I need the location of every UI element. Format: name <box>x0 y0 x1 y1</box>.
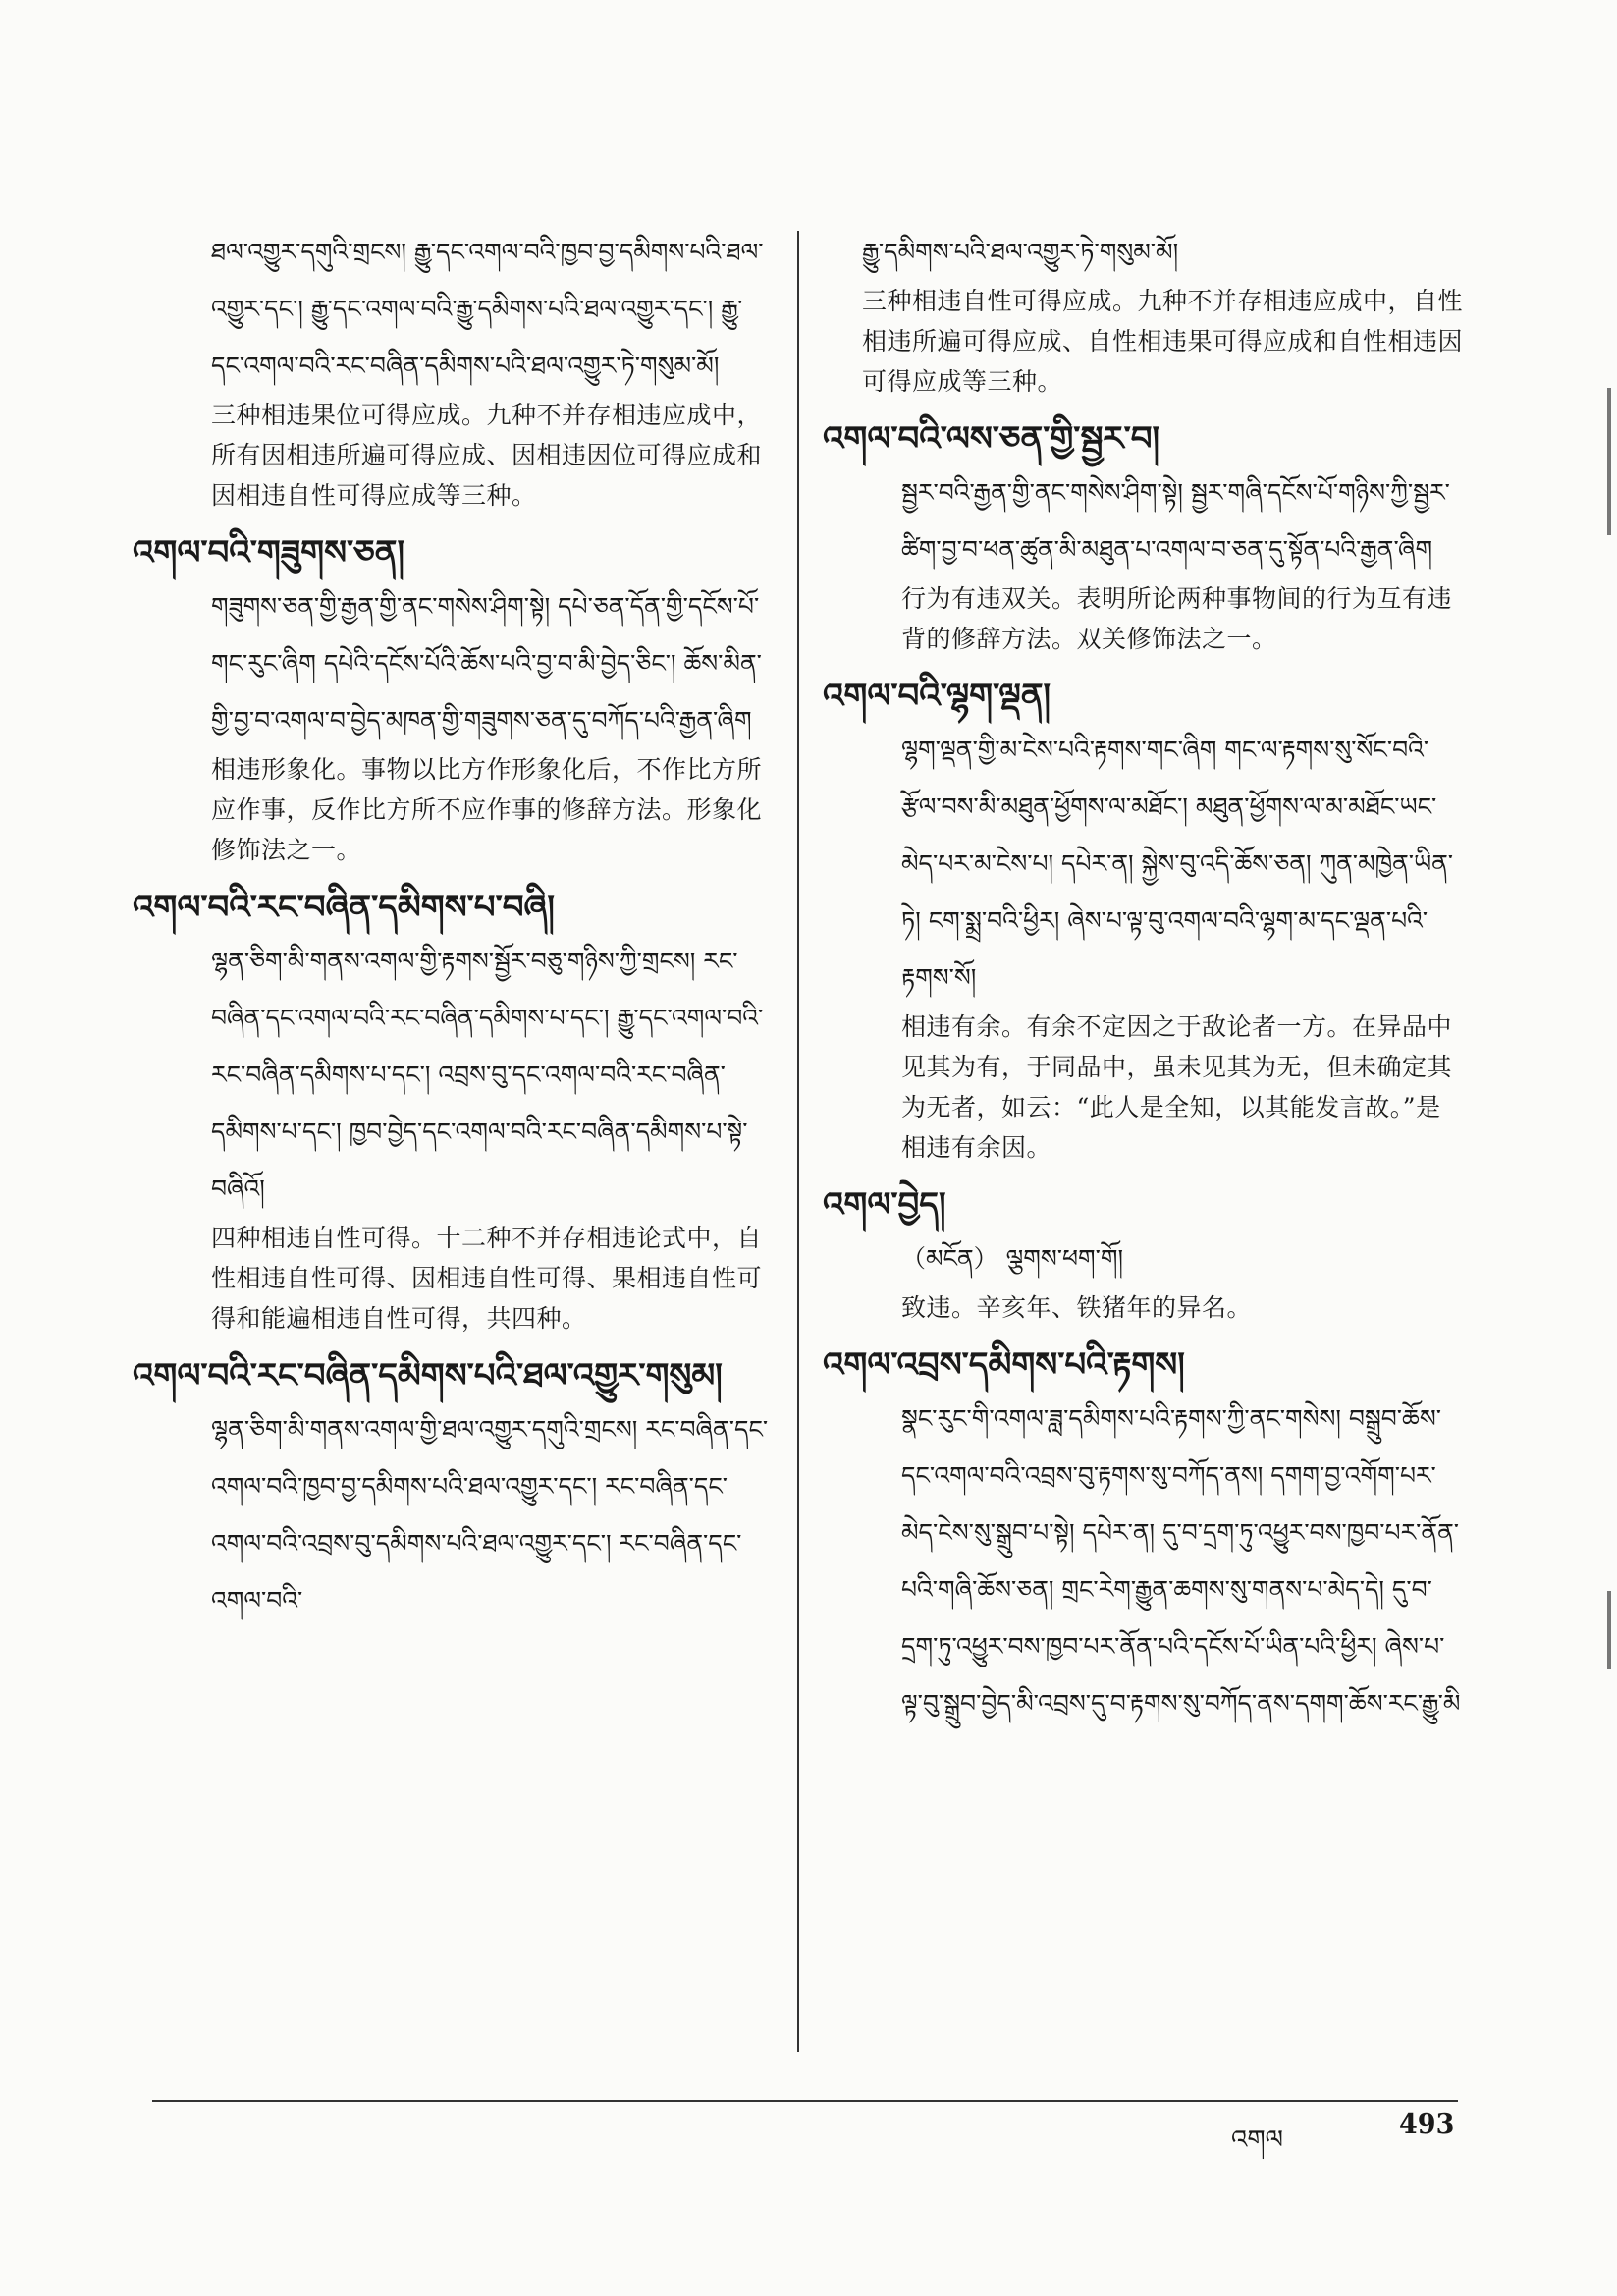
right-column <box>823 224 1463 1744</box>
margin-scan-mark <box>1607 388 1611 535</box>
dictionary-entry <box>823 413 1463 659</box>
margin-scan-mark <box>1607 1591 1611 1669</box>
dictionary-entry <box>133 882 771 1339</box>
entry-chinese: 相违有余。有余不定因之于敌论者一方。在异品中见其为有，于同品中，虽未见其为无，但未确定其为无者，如云：“此人是全知，以其能发言故。”是相违有余因。 <box>901 1012 1453 1162</box>
dictionary-entry <box>133 527 771 870</box>
entry-tibetan: གཟུགས་ཅན་གྱི་རྒྱན་གྱི་ནང་གསེས་ཤིག་སྟེ། དཔེ་ཅན་དོན་གྱི་དངོས་པོ་གང་རུང་ཞིག དཔེའི་དངོས་པོའི་ཆོས་པའི་བྱ་བ་མི་བྱེད་ཅིང་། ཆོས་མིན་གྱི་བྱ་བ་འགལ་བ་བྱེད་མཁན་གྱི་གཟུགས་ཅན་དུ་བཀོད་པའི་རྒྱན་ཞིག <box>211 592 762 735</box>
entry-tibetan: ལྷན་ཅིག་མི་གནས་འགལ་གྱི་ཐལ་འགྱུར་དགུའི་གྲངས། རང་བཞིན་དང་འགལ་བའི་ཁྱབ་བྱ་དམིགས་པའི་ཐལ་འགྱུར་དང་། རང་བཞིན་དང་འགལ་བའི་འབྲས་བུ་དམིགས་པའི་ཐལ་འགྱུར་དང་། རང་བཞིན་དང་འགལ་བའི་ <box>211 1415 769 1614</box>
entry-tibetan: ལྷག་ལྡན་གྱི་མ་ངེས་པའི་རྟགས་གང་ཞིག གང་ལ་རྟགས་སུ་སོང་བའི་རྩོལ་བས་མི་མཐུན་ཕྱོགས་ལ་མཐོང་། མཐུན་ཕྱོགས་ལ་མ་མཐོང་ཡང་མེད་པར་མ་ངེས་པ། དཔེར་ན། སྐྱེས་བུ་འདི་ཆོས་ཅན། ཀུན་མཁྱེན་ཡིན་ཏེ། ངག་སྨྲ་བའི་ཕྱིར། ཞེས་པ་ལྟ་བུ་འགལ་བའི་ལྷག་མ་དང་ལྡན་པའི་རྟགས་སོ། <box>901 736 1454 992</box>
entry-chinese: 四种相违自性可得。十二种不并存相违论式中，自性相违自性可得、因相违自性可得、果相违自性可得和能遍相违自性可得，共四种。 <box>211 1224 763 1333</box>
entry-headword: འགལ་བྱེད། <box>823 1185 946 1225</box>
entry-continuation <box>823 224 1463 402</box>
entry-headword: འགལ་བའི་ལྷག་ལྡན། <box>823 677 1051 716</box>
running-head: འགལ <box>1231 2125 1284 2155</box>
entry-tibetan: སྣང་རུང་གི་འགལ་ཟླ་དམིགས་པའི་རྟགས་ཀྱི་ནང་གསེས། བསྒྲུབ་ཆོས་དང་འགལ་བའི་འབྲས་བུ་རྟགས་སུ་བཀོད་ནས། དགག་བྱ་འགོག་པར་མེད་ངེས་སུ་སྒྲུབ་པ་སྟེ། དཔེར་ན། དུ་བ་དྲག་ཏུ་འཕྱུར་བས་ཁྱབ་པར་ནོན་པའི་གཞི་ཆོས་ཅན། གྲང་རེག་རྒྱུན་ཆགས་སུ་གནས་པ་མེད་དེ། དུ་བ་དྲག་ཏུ་འཕྱུར་བས་ཁྱབ་པར་ནོན་པའི་དངོས་པོ་ཡིན་པའི་ཕྱིར། ཞེས་པ་ལྟ་བུ་སྒྲུབ་བྱེད་མི་འབྲས་དུ་བ་རྟགས་སུ་བཀོད་ནས་དགག་ཆོས་རང་རྒྱུ་མི <box>901 1404 1461 1718</box>
entry-headword: འགལ་བའི་རང་བཞིན་དམིགས་པའི་ཐལ་འགྱུར་གསུམ། <box>133 1356 723 1395</box>
entry-headword: འགལ་བའི་གཟུགས་ཅན། <box>133 533 405 573</box>
entry-tibetan: ཐལ་འགྱུར་དགུའི་གྲངས། རྒྱུ་དང་འགལ་བའི་ཁྱབ་བྱ་དམིགས་པའི་ཐལ་འགྱུར་དང་། རྒྱུ་དང་འགལ་བའི་རྒྱུ་དམིགས་པའི་ཐལ་འགྱུར་དང་། རྒྱུ་དང་འགལ་བའི་རང་བཞིན་དམིགས་པའི་ཐལ་འགྱུར་ཏེ་གསུམ་མོ། <box>211 238 764 380</box>
entry-chinese: 三种相违果位可得应成。九种不并存相违应成中，所有因相违所遍可得应成、因相违因位可得应成和因相违自性可得应成等三种。 <box>211 401 763 510</box>
entry-tibetan: （མངོན） ལྕགས་ཕག་གོ། <box>901 1244 1123 1273</box>
entry-headword: འགལ་བའི་ལས་ཅན་གྱི་སྦྱར་བ། <box>823 419 1160 459</box>
entry-continuation <box>133 224 771 516</box>
left-column <box>133 224 771 1641</box>
dictionary-entry <box>823 1339 1463 1732</box>
dictionary-entry <box>133 1350 771 1629</box>
entry-chinese: 致违。辛亥年、铁猪年的异名。 <box>901 1293 1253 1322</box>
entry-chinese: 相违形象化。事物以比方作形象化后，不作比方所应作事，反作比方所不应作事的修辞方法。形象化修饰法之一。 <box>211 755 763 864</box>
page-number: 493 <box>1399 2109 1455 2140</box>
entry-chinese: 三种相违自性可得应成。九种不并存相违应成中，自性相违所遍可得应成、自性相违果可得应成和自性相违因可得应成等三种。 <box>862 287 1464 396</box>
footer-rule <box>152 2100 1458 2102</box>
entry-tibetan: ལྷན་ཅིག་མི་གནས་འགལ་གྱི་རྟགས་སྦྱོར་བཅུ་གཉིས་ཀྱི་གྲངས། རང་བཞིན་དང་འགལ་བའི་རང་བཞིན་དམིགས་པ་དང་། རྒྱུ་དང་འགལ་བའི་རང་བཞིན་དམིགས་པ་དང་། འབྲས་བུ་དང་འགལ་བའི་རང་བཞིན་དམིགས་པ་དང་། ཁྱབ་བྱེད་དང་འགལ་བའི་རང་བཞིན་དམིགས་པ་སྟེ་བཞིའོ། <box>211 947 764 1203</box>
dictionary-entry <box>823 1179 1463 1328</box>
entry-headword: འགལ་འབྲས་དམིགས་པའི་རྟགས། <box>823 1345 1185 1385</box>
entry-tibetan: སྦྱར་བའི་རྒྱན་གྱི་ནང་གསེས་ཤིག་སྟེ། སྦྱར་གཞི་དངོས་པོ་གཉིས་ཀྱི་སྦྱར་ཚིག་བྱ་བ་ཕན་ཚུན་མི་མཐུན་པ་འགལ་བ་ཅན་དུ་སྟོན་པའི་རྒྱན་ཞིག <box>901 478 1450 564</box>
entry-headword: འགལ་བའི་རང་བཞིན་དམིགས་པ་བཞི། <box>133 888 555 927</box>
entry-chinese: 行为有违双关。表明所论两种事物间的行为互有违背的修辞方法。双关修饰法之一。 <box>901 584 1453 653</box>
column-divider <box>797 231 799 2052</box>
dictionary-entry <box>823 671 1463 1168</box>
entry-tibetan: རྒྱུ་དམིགས་པའི་ཐལ་འགྱུར་ཏེ་གསུམ་མོ། <box>862 238 1179 266</box>
